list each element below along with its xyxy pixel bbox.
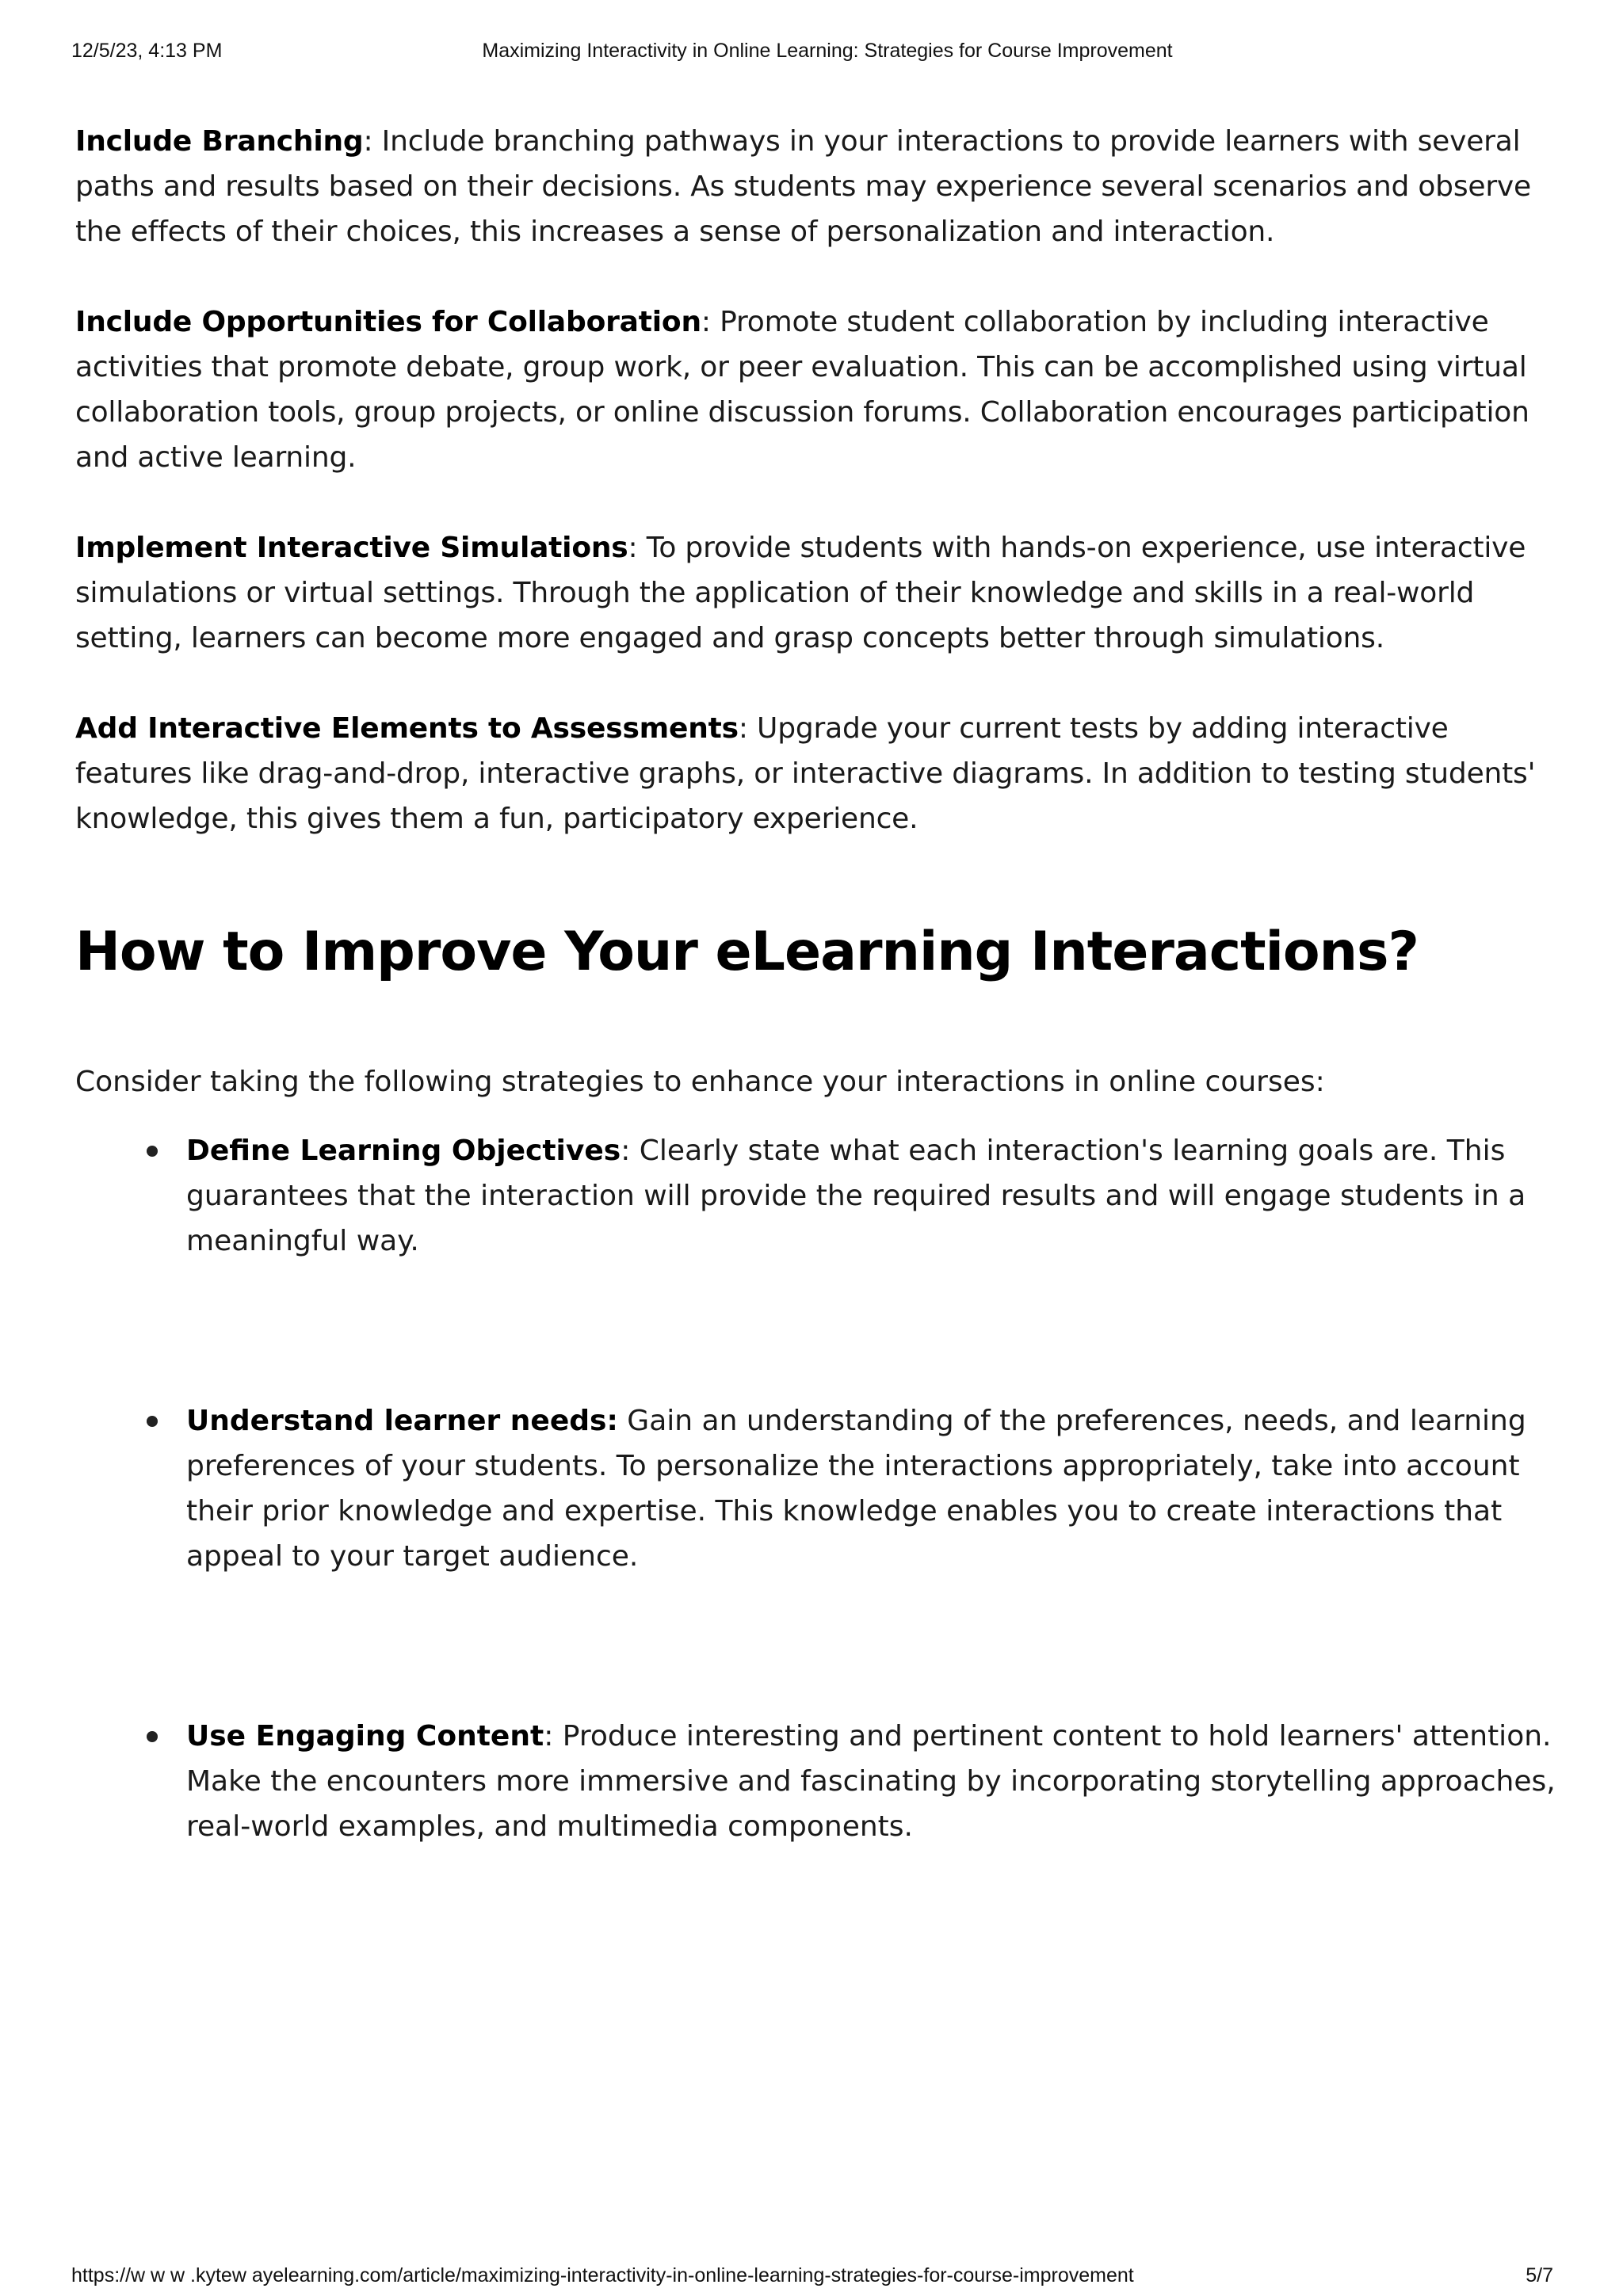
page-url: https://w w w .kytew ayelearning.com/article/maximizing-interactivity-in-online-learning-strategies-for-course-improvement [71, 2264, 1134, 2286]
bullet-text: : Clearly state what each interaction's learning goals are. This guarantees that the interaction will provide the required results and will engage students in a meaningful way. [186, 1135, 1526, 1257]
paragraph-term: Include Branching [75, 125, 364, 158]
bullet-text: Gain an understanding of the preferences, needs, and learning preferences of your students. To personalize the interactions appropriately, take into account their prior knowledge and expertise. This knowledge enables you to create interactions that appeal to your target audience. [186, 1405, 1526, 1573]
paragraph-text: : Promote student collaboration by including interactive activities that promote debate, group work, or peer evaluation. This can be accomplished using virtual collaboration tools, group projects, or online discussion forums. Collaboration encourages participation and active learning. [75, 306, 1529, 474]
list-item [75, 1714, 1565, 1849]
print-header [0, 40, 1623, 71]
bullet-text: : Produce interesting and pertinent content to hold learners' attention. Make the encounters more immersive and fascinating by incorporating storytelling approaches, real-world examples, and multimedia components. [186, 1720, 1556, 1843]
bullet-icon [147, 1731, 158, 1742]
section-intro: Consider taking the following strategies to enhance your interactions in online courses: [75, 1066, 1325, 1098]
page-number: 5/7 [1526, 2264, 1553, 2286]
paragraph-text: : To provide students with hands-on experience, use interactive simulations or virtual settings. Through the application of their knowledge and skills in a real-world setting, learners can become more engaged and grasp concepts better through simulations. [75, 532, 1526, 654]
bullet-term: Define Learning Objectives [186, 1135, 621, 1167]
article-content [75, 119, 1565, 1984]
paragraph-term: Add Interactive Elements to Assessments [75, 712, 739, 745]
strategy-list [75, 1128, 1565, 1849]
paragraph-text: : Include branching pathways in your interactions to provide learners with several paths and results based on their decisions. As students may experience several scenarios and observe the effects of their choices, this increases a sense of personalization and interaction. [75, 125, 1531, 248]
bullet-icon [147, 1146, 158, 1157]
paragraph-collaboration [75, 299, 1565, 480]
paragraph-term: Implement Interactive Simulations [75, 532, 628, 564]
section-heading: How to Improve Your eLearning Interactions? [75, 921, 1419, 983]
print-footer [0, 2264, 1623, 2296]
bullet-term: Use Engaging Content [186, 1720, 544, 1753]
print-page-title: Maximizing Interactivity in Online Learning: Strategies for Course Improvement [482, 40, 1173, 62]
list-item [75, 1128, 1565, 1264]
print-date: 12/5/23, 4:13 PM [71, 40, 223, 62]
bullet-term: Understand learner needs: [186, 1405, 618, 1437]
paragraph-term: Include Opportunities for Collaboration [75, 306, 701, 338]
list-item [75, 1398, 1565, 1579]
paragraph-branching [75, 119, 1565, 254]
paragraph-assessments [75, 706, 1565, 841]
paragraph-text: : Upgrade your current tests by adding interactive features like drag-and-drop, interactive graphs, or interactive diagrams. In addition to testing students' knowledge, this gives them a fun, participatory experience. [75, 712, 1536, 835]
bullet-icon [147, 1416, 158, 1427]
paragraph-simulations [75, 525, 1565, 661]
